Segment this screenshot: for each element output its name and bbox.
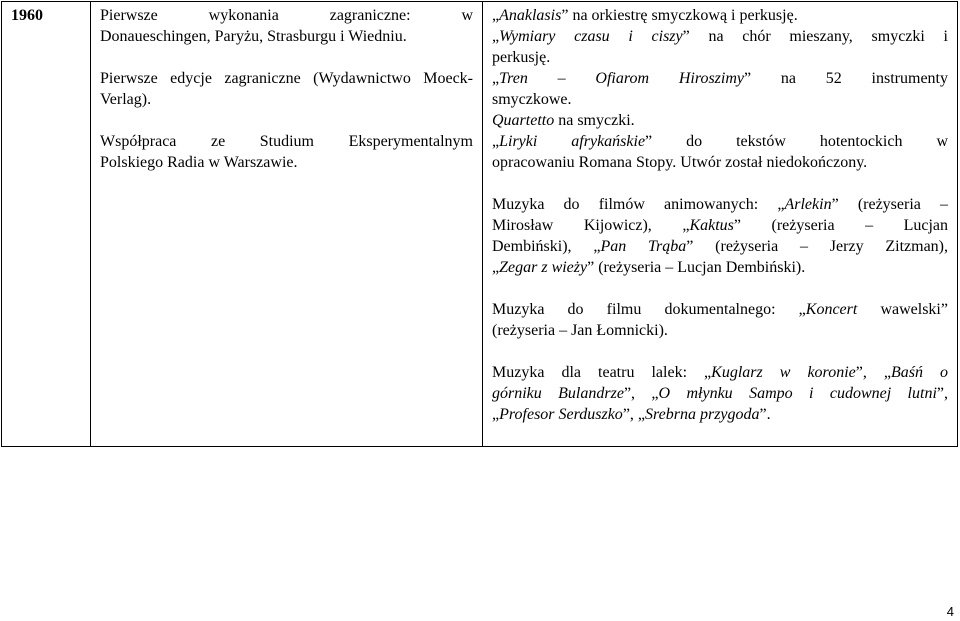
- animated-films: Muzyka do filmów animowanych: „Arlekin” (reżyseria – Mirosław Kijowicz), „Kaktus” (reżyseria – Lucjan Dembiński), „Pan Trąba” (reżyseria – Jerzy Zitzman), „Zegar z wieży” (reżyseria – Lucjan Dembiński).: [492, 196, 949, 276]
- chronology-table: [1, 1, 958, 447]
- work-tren-cont: smyczkowe.: [492, 91, 572, 108]
- play-title: Kuglarz w koronie: [711, 364, 856, 381]
- work-title: Liryki afrykańskie: [499, 133, 646, 150]
- work-liryki: „Liryki afrykańskie” do tekstów hotentockich w: [492, 133, 948, 150]
- work-title: Anaklasis: [499, 7, 562, 24]
- page-number: 4: [946, 604, 954, 619]
- event-line: Verlag).: [100, 91, 152, 108]
- event-line: Donaueschingen, Paryżu, Strasburgu i Wiedniu.: [100, 28, 407, 45]
- works-cell: [483, 2, 958, 447]
- puppet-theatre: Muzyka dla teatru lalek: „Kuglarz w koronie”, „Baśń o górniku Bulandrze”, „O młynku Sampo i cudownej lutni”, „Profesor Serduszko”, „Srebrna przygoda”.: [492, 364, 948, 423]
- year-cell: 1960: [2, 2, 91, 447]
- play-title: Baśń o: [890, 364, 948, 381]
- event-entry: [100, 131, 473, 173]
- documentary-film: Muzyka do filmu dokumentalnego: „Koncert wawelski” (reżyseria – Jan Łomnicki).: [492, 301, 948, 339]
- work-wymiary: „Wymiary czasu i ciszy” na chór mieszany, smyczki i: [492, 28, 948, 45]
- film-title: Koncert: [805, 301, 858, 318]
- event-line: Polskiego Radia w Warszawie.: [100, 154, 298, 171]
- event-entry: [100, 68, 473, 110]
- play-title: O młynku Sampo i cudownej lutni: [658, 385, 937, 402]
- film-title: Kaktus: [689, 217, 734, 234]
- event-line: Pierwsze edycje zagraniczne (Wydawnictwo Moeck-: [100, 70, 473, 87]
- table-row: [2, 2, 958, 447]
- compositions-list: [492, 5, 948, 173]
- play-title: Srebrna przygoda: [645, 406, 760, 423]
- events-cell: [91, 2, 483, 447]
- event-line: Pierwsze wykonania zagraniczne: w: [100, 7, 473, 24]
- work-title: Tren – Ofiarom Hiroszimy: [499, 70, 745, 87]
- film-title: Pan Trąba: [600, 238, 687, 255]
- film-title: Arlekin: [784, 196, 832, 213]
- work-tren: „Tren – Ofiarom Hiroszimy” na 52 instrumenty: [492, 70, 948, 87]
- event-entry: [100, 5, 473, 47]
- play-title: Profesor Serduszko: [499, 406, 623, 423]
- work-anaklasis: „Anaklasis” na orkiestrę smyczkową i perkusję.: [492, 7, 798, 24]
- event-line: Współpraca ze Studium Eksperymentalnym: [100, 133, 473, 150]
- work-title: Wymiary czasu i ciszy: [499, 28, 683, 45]
- work-liryki-cont: opracowaniu Romana Stopy. Utwór został niedokończony.: [492, 154, 868, 171]
- work-quartetto: Quartetto na smyczki.: [492, 112, 635, 129]
- work-title: Quartetto: [492, 112, 555, 129]
- work-wymiary-cont: perkusję.: [492, 49, 551, 66]
- film-title: Zegar z wieży: [499, 259, 588, 276]
